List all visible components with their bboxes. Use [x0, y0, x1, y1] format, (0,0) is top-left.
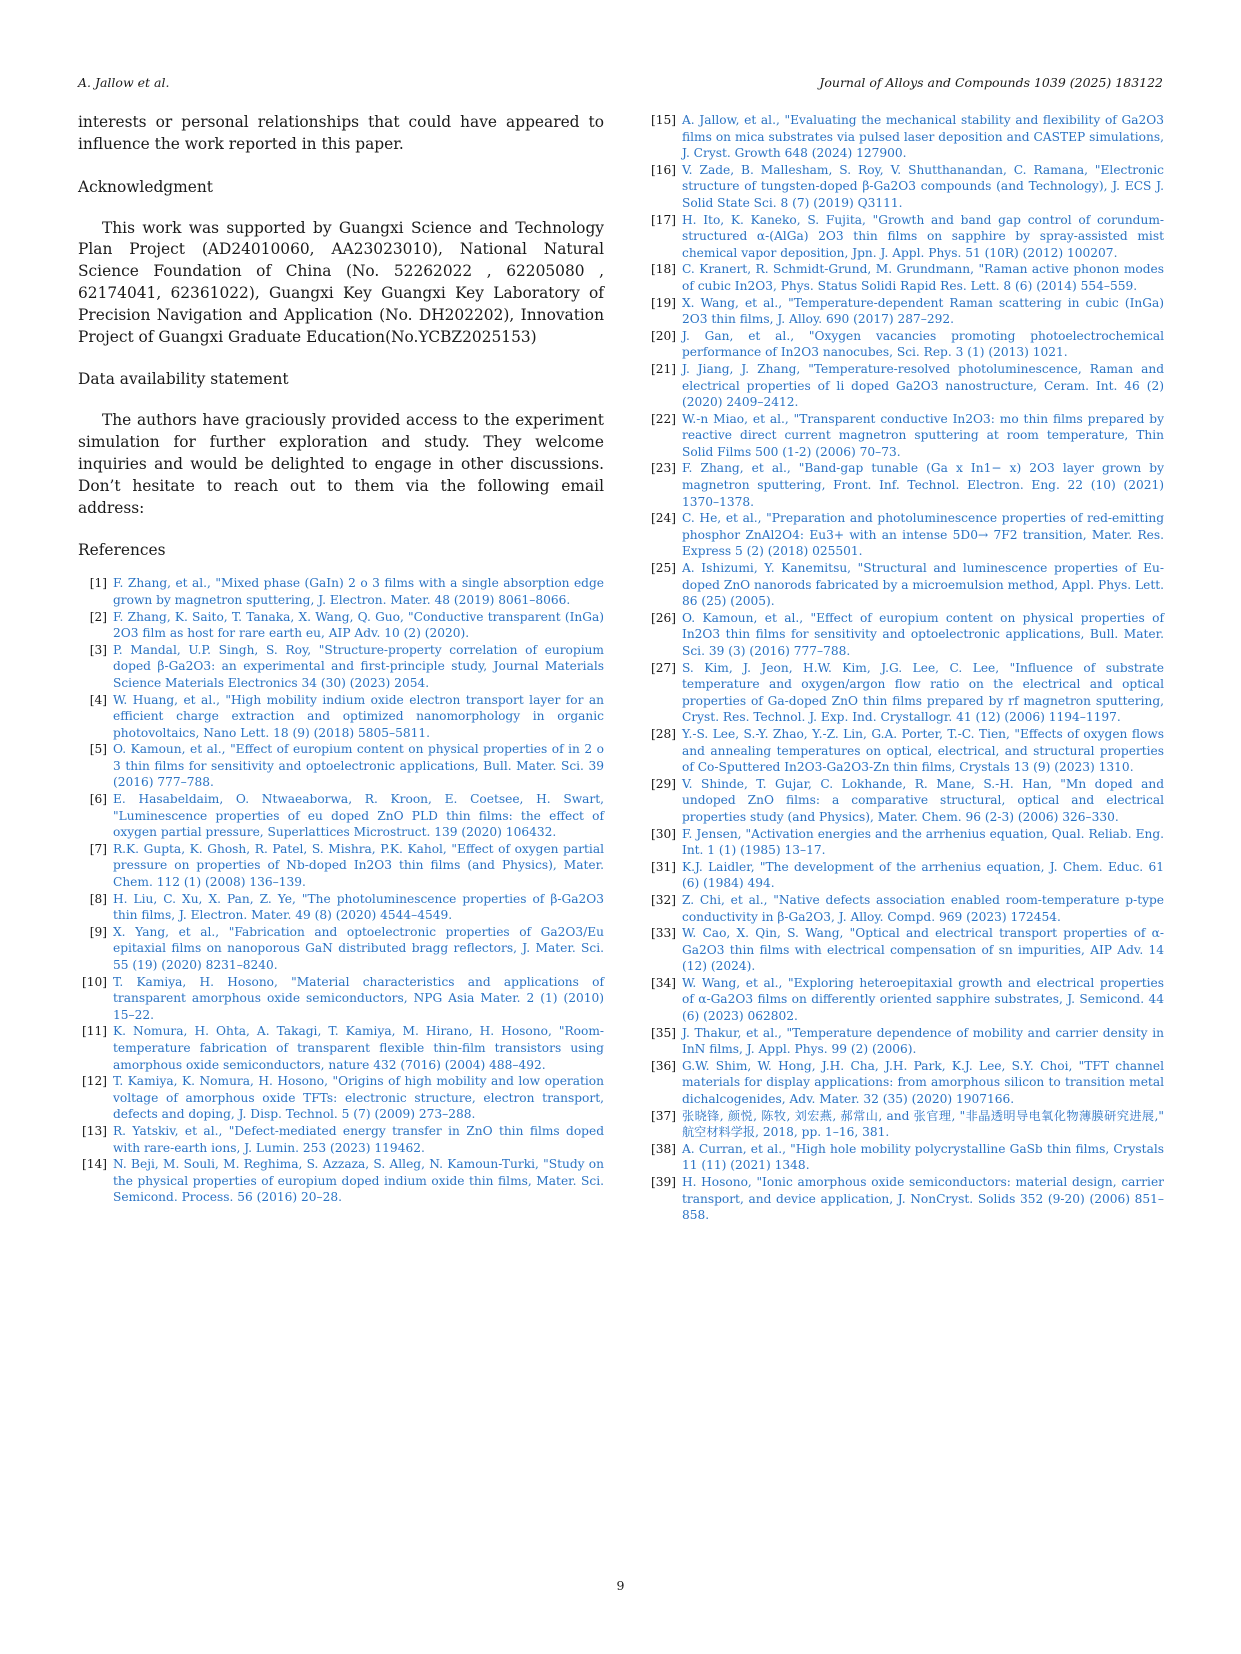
reference-link[interactable]: Z. Chi, et al., "Native defects association enabled room-temperature p-type conductivity in β-Ga2O3, J. Alloy. Compd. 969 (2023) 172454.: [682, 892, 1164, 924]
data-availability-text: The authors have graciously provided access to the experiment simulation for further exploration and study. They welcome inquiries and would be delighted to engage in other discussions. Don’t hesitate to reach out to them via the following email address:: [78, 411, 604, 517]
reference-item: [642, 1025, 1164, 1058]
reference-number: [1]: [89, 576, 107, 591]
reference-link[interactable]: P. Mandal, U.P. Singh, S. Roy, "Structure-property correlation of europium doped β-Ga2O3: an experimental and first-principle study, Journal Materials Science Materials Electronics 34 (30) (2023) 2054.: [113, 642, 604, 690]
reference-link[interactable]: X. Yang, et al., "Fabrication and optoelectronic properties of Ga2O3/Eu epitaxial films on nanoporous GaN distributed bragg reflectors, J. Mater. Sci. 55 (19) (2020) 8231–8240.: [113, 924, 604, 973]
reference-item: [642, 726, 1164, 776]
reference-number: [8]: [89, 891, 107, 906]
reference-link[interactable]: A. Curran, et al., "High hole mobility polycrystalline GaSb thin films, Crystals 11 (11) (2021) 1348.: [682, 1141, 1164, 1173]
reference-item: [78, 609, 604, 642]
reference-link[interactable]: W.-n Miao, et al., "Transparent conductive In2O3: mo thin films prepared by reactive direct current magnetron sputtering at room temperature, Thin Solid Films 500 (1-2) (2006) 70–73.: [682, 411, 1164, 459]
references-list-right: [642, 112, 1164, 1224]
reference-number: [31]: [650, 859, 676, 874]
running-header-authors: A. Jallow et al.: [78, 75, 170, 90]
reference-number: [10]: [81, 974, 107, 989]
reference-number: [23]: [650, 461, 676, 476]
references-heading: References: [78, 541, 166, 560]
reference-link[interactable]: A. Ishizumi, Y. Kanemitsu, "Structural and luminescence properties of Eu-doped ZnO nanorods fabricated by a microemulsion method, Appl. Phys. Lett. 86 (25) (2005).: [682, 561, 1164, 609]
reference-item: [642, 610, 1164, 660]
reference-item: [78, 642, 604, 692]
reference-link[interactable]: T. Kamiya, K. Nomura, H. Hosono, "Origins of high mobility and low operation voltage of amorphous oxide TFTs: electronic structure, electron transport, defects and doping, J. Disp. Technol. 5 (7) (2009) 273–288.: [113, 1074, 604, 1122]
reference-number: [12]: [81, 1074, 107, 1089]
reference-link[interactable]: J. Gan, et al., "Oxygen vacancies promoting photoelectrochemical performance of In2O3 nanocubes, Sci. Rep. 3 (1) (2013) 1021.: [682, 328, 1164, 360]
reference-number: [2]: [89, 609, 107, 624]
reference-link[interactable]: T. Kamiya, H. Hosono, "Material characteristics and applications of transparent amorphous oxide semiconductors, NPG Asia Mater. 2 (1) (2010) 15–22.: [113, 974, 604, 1022]
reference-link[interactable]: R.K. Gupta, K. Ghosh, R. Patel, S. Mishra, P.K. Kahol, "Effect of oxygen partial pressure on properties of Nb-doped In2O3 thin films (and Physics), Mater. Chem. 112 (1) (2008) 136–139.: [113, 841, 604, 890]
reference-link[interactable]: K. Nomura, H. Ohta, A. Takagi, T. Kamiya, M. Hirano, H. Hosono, "Room-temperature fabrication of transparent flexible thin-film transistors using amorphous oxide semiconductors, nature 432 (7016) (2004) 488–492.: [113, 1024, 604, 1072]
reference-link[interactable]: C. Kranert, R. Schmidt-Grund, M. Grundmann, "Raman active phonon modes of cubic In2O3, Phys. Status Solidi Rapid Res. Lett. 8 (6) (2014) 554–559.: [682, 262, 1164, 293]
reference-item: [642, 859, 1164, 892]
reference-number: [20]: [650, 328, 676, 343]
acknowledgment-text: This work was supported by Guangxi Science and Technology Plan Project (AD24010060, AA23023010), National Natural Science Foundation of China (No. 52262022 , 62205080 , 62174041, 62361022), Guangxi Key Guangxi Key Laboratory of Precision Navigation and Application (No. DH202202), Innovation Project of Guangxi Graduate Education(No.YCBZ2025153): [78, 218, 604, 346]
reference-link[interactable]: R. Yatskiv, et al., "Defect-mediated energy transfer in ZnO thin films doped with rare-earth ions, J. Lumin. 253 (2023) 119462.: [113, 1123, 604, 1155]
reference-link[interactable]: S. Kim, J. Jeon, H.W. Kim, J.G. Lee, C. Lee, "Influence of substrate temperature and oxygen/argon flow ratio on the electrical and optical properties of Ga-doped ZnO thin films prepared by rf magnetron sputtering, Cryst. Res. Technol. J. Exp. Ind. Crystallogr. 41 (12) (2006) 1194–1197.: [682, 660, 1164, 725]
reference-number: [38]: [650, 1141, 676, 1156]
reference-item: [78, 891, 604, 924]
reference-item: [78, 1123, 604, 1156]
reference-number: [32]: [650, 892, 676, 907]
reference-item: [642, 162, 1164, 212]
reference-number: [14]: [81, 1157, 107, 1172]
reference-link[interactable]: N. Beji, M. Souli, M. Reghima, S. Azzaza, S. Alleg, N. Kamoun-Turki, "Study on the physical properties of europium doped indium oxide thin films, Mater. Sci. Semicond. Process. 56 (2016) 20–28.: [113, 1157, 604, 1205]
reference-item: [78, 974, 604, 1024]
reference-item: [642, 560, 1164, 610]
reference-number: [9]: [89, 924, 107, 939]
reference-number: [27]: [650, 660, 676, 675]
reference-item: [78, 1073, 604, 1123]
references-list-left: [78, 575, 604, 1206]
reference-item: [642, 212, 1164, 262]
left-column: [78, 112, 604, 1206]
reference-number: [21]: [650, 361, 676, 376]
reference-number: [35]: [650, 1025, 676, 1040]
reference-item: [642, 826, 1164, 859]
reference-item: [642, 776, 1164, 826]
reference-link[interactable]: X. Wang, et al., "Temperature-dependent Raman scattering in cubic (InGa) 2O3 thin films, J. Alloy. 690 (2017) 287–292.: [682, 295, 1164, 327]
reference-item: [642, 975, 1164, 1025]
reference-item: [78, 1156, 604, 1206]
reference-link[interactable]: F. Zhang, et al., "Mixed phase (GaIn) 2 o 3 films with a single absorption edge grown by magnetron sputtering, J. Electron. Mater. 48 (2019) 8061–8066.: [113, 576, 604, 607]
reference-item: [642, 1174, 1164, 1224]
reference-number: [4]: [89, 692, 107, 707]
reference-item: [642, 460, 1164, 510]
reference-item: [642, 892, 1164, 925]
reference-link[interactable]: E. Hasabeldaim, O. Ntwaeaborwa, R. Kroon, E. Coetsee, H. Swart, "Luminescence properties of eu doped ZnO PLD thin films: the effect of oxygen partial pressure, Superlattices Microstruct. 139 (2020) 106432.: [113, 792, 604, 840]
reference-item: [642, 925, 1164, 975]
reference-number: [24]: [650, 511, 676, 526]
reference-item: [78, 791, 604, 841]
reference-link[interactable]: J. Jiang, J. Zhang, "Temperature-resolved photoluminescence, Raman and electrical properties of li doped Ga2O3 nanostructure, Ceram. Int. 46 (2) (2020) 2409–2412.: [682, 361, 1164, 410]
reference-number: [13]: [81, 1123, 107, 1138]
reference-link[interactable]: H. Ito, K. Kaneko, S. Fujita, "Growth and band gap control of corundum-structured α-(AlGa) 2O3 thin films on sapphire by spray-assisted mist chemical vapor deposition, Jpn. J. Appl. Phys. 51 (10R) (2012) 100207.: [682, 212, 1164, 260]
reference-number: [25]: [650, 561, 676, 576]
reference-number: [29]: [650, 776, 676, 791]
reference-link[interactable]: A. Jallow, et al., "Evaluating the mechanical stability and flexibility of Ga2O3 films on mica substrates via pulsed laser deposition and CASTEP simulations, J. Cryst. Growth 648 (2024) 127900.: [682, 113, 1164, 161]
reference-item: [78, 841, 604, 891]
reference-number: [11]: [81, 1024, 107, 1039]
reference-item: [642, 295, 1164, 328]
reference-number: [28]: [650, 726, 676, 741]
acknowledgment-heading: Acknowledgment: [78, 177, 213, 196]
reference-item: [642, 328, 1164, 361]
reference-link[interactable]: F. Jensen, "Activation energies and the arrhenius equation, Qual. Reliab. Eng. Int. 1 (1) (1985) 13–17.: [682, 826, 1164, 858]
reference-item: [78, 692, 604, 742]
reference-link[interactable]: O. Kamoun, et al., "Effect of europium content on physical properties of in 2 o 3 thin films for sensitivity and optoelectronic applications, Bull. Mater. Sci. 39 (2016) 777–788.: [113, 742, 604, 790]
reference-number: [19]: [650, 295, 676, 310]
reference-item: [78, 741, 604, 791]
reference-number: [39]: [650, 1175, 676, 1189]
reference-number: [26]: [650, 610, 676, 625]
reference-link[interactable]: C. He, et al., "Preparation and photoluminescence properties of red-emitting phosphor ZnAl2O4: Eu3+ with an intense 5D0→ 7F2 transition, Mater. Res. Express 5 (2) (2018) 025501.: [682, 511, 1164, 559]
reference-number: [33]: [650, 926, 676, 941]
reference-number: [3]: [89, 642, 107, 657]
reference-link[interactable]: 张晓锋, 颜悦, 陈牧, 刘宏燕, 郝常山, and 张官理, "非晶透明导电氧化物薄膜研究进展," 航空材料学报, 2018, pp. 1–16, 381.: [682, 1108, 1164, 1140]
reference-item: [642, 361, 1164, 411]
reference-number: [22]: [650, 411, 676, 426]
reference-link[interactable]: W. Cao, X. Qin, S. Wang, "Optical and electrical transport properties of α-Ga2O3 thin films with electrical compensation of sn impurities, AIP Adv. 14 (12) (2024).: [682, 926, 1164, 974]
reference-number: [5]: [89, 742, 107, 757]
running-header-journal: Journal of Alloys and Compounds 1039 (2025) 183122: [819, 75, 1163, 90]
reference-link[interactable]: O. Kamoun, et al., "Effect of europium content on physical properties of In2O3 thin films for sensitivity and optoelectronic applications, Bull. Mater. Sci. 39 (3) (2016) 777–788.: [682, 610, 1164, 658]
reference-link[interactable]: J. Thakur, et al., "Temperature dependence of mobility and carrier density in InN films, J. Appl. Phys. 99 (2) (2006).: [682, 1025, 1164, 1057]
reference-item: [78, 575, 604, 608]
reference-number: [18]: [650, 262, 676, 277]
reference-item: [642, 112, 1164, 162]
reference-link[interactable]: F. Zhang, et al., "Band-gap tunable (Ga x In1− x) 2O3 layer grown by magnetron sputtering, Front. Inf. Technol. Electron. Eng. 22 (10) (2021) 1370–1378.: [682, 461, 1164, 509]
reference-item: [78, 1023, 604, 1073]
reference-number: [17]: [650, 212, 676, 227]
reference-item: [642, 261, 1164, 294]
reference-item: [642, 1141, 1164, 1174]
reference-item: [642, 411, 1164, 461]
page-number: 9: [616, 1578, 625, 1593]
reference-link[interactable]: V. Zade, B. Mallesham, S. Roy, V. Shutthanandan, C. Ramana, "Electronic structure of tungsten-doped β-Ga2O3 compounds (and Technology), J. ECS J. Solid State Sci. 8 (7) (2019) Q3111.: [682, 162, 1164, 210]
right-column: [642, 112, 1164, 1224]
reference-link[interactable]: Y.-S. Lee, S.-Y. Zhao, Y.-Z. Lin, G.A. Porter, T.-C. Tien, "Effects of oxygen flows and annealing temperatures on optical, electrical, and structural properties of Co-Sputtered In2O3-Ga2O3-Zn thin films, Crystals 13 (9) (2023) 1310.: [682, 726, 1164, 775]
reference-number: [7]: [89, 841, 107, 856]
reference-number: [30]: [650, 826, 676, 841]
reference-item: [642, 510, 1164, 560]
reference-item: [642, 1108, 1164, 1141]
reference-link[interactable]: F. Zhang, K. Saito, T. Tanaka, X. Wang, Q. Guo, "Conductive transparent (InGa) 2O3 film as host for rare earth eu, AIP Adv. 10 (2) (2020).: [113, 609, 604, 641]
reference-link[interactable]: K.J. Laidler, "The development of the arrhenius equation, J. Chem. Educ. 61 (6) (1984) 494.: [682, 859, 1164, 891]
reference-item: [642, 660, 1164, 726]
data-availability-heading: Data availability statement: [78, 370, 289, 389]
reference-link[interactable]: H. Liu, C. Xu, X. Pan, Z. Ye, "The photoluminescence properties of β-Ga2O3 thin films, J. Electron. Mater. 49 (8) (2020) 4544–4549.: [113, 891, 604, 923]
reference-link[interactable]: H. Hosono, "Ionic amorphous oxide semiconductors: material design, carrier transport, and device application, J. NonCryst. Solids 352 (9-20) (2006) 851–858.: [682, 1175, 1164, 1223]
reference-number: [37]: [650, 1108, 676, 1123]
reference-item: [642, 1058, 1164, 1108]
reference-number: [34]: [650, 975, 676, 990]
reference-item: [78, 924, 604, 974]
reference-link[interactable]: G.W. Shim, W. Hong, J.H. Cha, J.H. Park, K.J. Lee, S.Y. Choi, "TFT channel materials for display applications: from amorphous silicon to transition metal dichalcogenides, Adv. Mater. 32 (35) (2020) 1907166.: [682, 1058, 1164, 1107]
reference-number: [16]: [650, 162, 676, 177]
reference-link[interactable]: V. Shinde, T. Gujar, C. Lokhande, R. Mane, S.-H. Han, "Mn doped and undoped ZnO films: a comparative structural, optical and electrical properties study (and Physics), Mater. Chem. 96 (2-3) (2006) 326–330.: [682, 776, 1164, 824]
reference-link[interactable]: W. Huang, et al., "High mobility indium oxide electron transport layer for an efficient charge extraction and optimized nanomorphology in organic photovoltaics, Nano Lett. 18 (9) (2018) 5805–5811.: [113, 692, 604, 740]
intro-paragraph: interests or personal relationships that could have appeared to influence the work reported in this paper.: [78, 113, 604, 153]
reference-number: [15]: [650, 113, 676, 127]
reference-number: [6]: [89, 792, 107, 807]
reference-number: [36]: [650, 1058, 676, 1073]
reference-link[interactable]: W. Wang, et al., "Exploring heteroepitaxial growth and electrical properties of α-Ga2O3 films on differently oriented sapphire substrates, J. Semicond. 44 (6) (2023) 062802.: [682, 975, 1164, 1024]
